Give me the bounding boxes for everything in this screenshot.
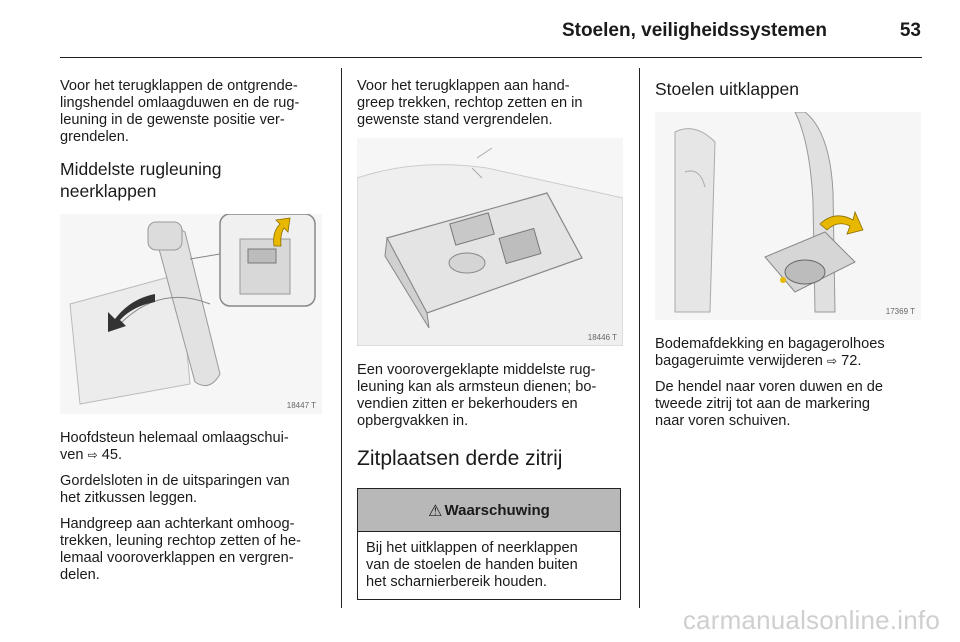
text-line: naar voren schuiven. [655,413,791,429]
warning-body [358,532,620,599]
page-reference-icon: ⇨ [826,354,838,368]
heading-line: neerklappen [60,181,157,201]
col1-paragraph-headrest [60,430,325,464]
illustration-armrest [357,138,623,346]
text-line: trekken, leuning rechtop zetten of he- [60,533,301,549]
text-line: grendelen. [60,129,129,145]
warning-text [366,540,612,591]
figure-unfold-seats [655,112,921,320]
warning-box [357,488,621,600]
col3-paragraph-lever [655,379,923,430]
column-1 [60,78,325,593]
page-number: 53 [899,20,921,41]
figure-number: 18447 T [286,401,316,410]
text-line: gewenste stand vergrendelen. [357,112,553,128]
text-line: greep trekken, rechtop zetten en in [357,95,583,111]
section-heading-unfold-seats: Stoelen uitklappen [655,79,799,99]
text-line [60,447,325,464]
text-line: Bij het uitklappen of neerklappen [366,540,578,556]
text-line [655,353,923,370]
text-fragment: bagageruimte verwijderen [655,353,823,369]
text-line: De hendel naar voren duwen en de [655,379,883,395]
text-line: het zitkussen leggen. [60,490,198,506]
text-line: het scharnierbereik houden. [366,574,547,590]
text-line: lemaal vooroverklappen en vergren- [60,550,294,566]
watermark: carmanualsonline.info [682,605,940,635]
column-divider-2 [639,68,640,608]
page-reference[interactable]: 72. [841,353,862,369]
col2-paragraph-armrest [357,362,625,430]
text-line: delen. [60,567,100,583]
header-divider [60,57,922,58]
column-2 [357,78,625,600]
text-line: van de stoelen de handen buiten [366,557,578,573]
text-line: Hoofdsteun helemaal omlaagschui- [60,430,289,446]
text-line: leuning in de gewenste positie ver- [60,112,285,128]
heading-line: Middelste rugleuning [60,159,222,179]
text-line: tweede zitrij tot aan de markering [655,396,870,412]
figure-number: 17369 T [885,307,915,316]
text-fragment: ven [60,447,84,463]
text-line: leuning kan als armsteun dienen; bo- [357,379,597,395]
illustration-seat-fold [60,214,322,414]
col1-paragraph-handle [60,516,325,584]
figure-number: 18446 T [587,333,617,342]
page-reference[interactable]: 45. [101,447,123,463]
warning-title: Waarschuwing [444,501,550,519]
section-heading-third-row: Zitplaatsen derde zitrij [357,447,563,470]
text-line: Een voorovergeklapte middelste rug- [357,362,596,378]
text-line: Voor het terugklappen aan hand- [357,78,570,94]
col1-paragraph-belt-buckles [60,473,325,507]
page-reference-icon: ⇨ [87,448,98,462]
header-title: Stoelen, veiligheidssystemen [561,20,827,41]
figure-armrest [357,138,623,346]
figure-middle-backrest [60,214,322,414]
illustration-unfold-lever [655,112,921,320]
text-line: Gordelsloten in de uitsparingen van [60,473,290,489]
text-line: Handgreep aan achterkant omhoog- [60,516,295,532]
section-heading-middle-backrest [60,158,325,202]
text-line: lingshendel omlaagduwen en de rug- [60,95,300,111]
text-line: Voor het terugklappen de ontgrende- [60,78,298,94]
col1-intro-paragraph [60,78,325,146]
warning-header [358,489,620,532]
text-line: Bodemafdekking en bagagerolhoes [655,336,885,352]
text-line: opbergvakken in. [357,413,469,429]
col3-paragraph-remove-cover [655,336,923,370]
col2-intro-paragraph [357,78,625,129]
warning-triangle-icon: ⚠ [428,500,443,520]
column-3 [655,78,923,439]
column-divider-1 [341,68,342,608]
text-line: vendien zitten er bekerhouders en [357,396,578,412]
